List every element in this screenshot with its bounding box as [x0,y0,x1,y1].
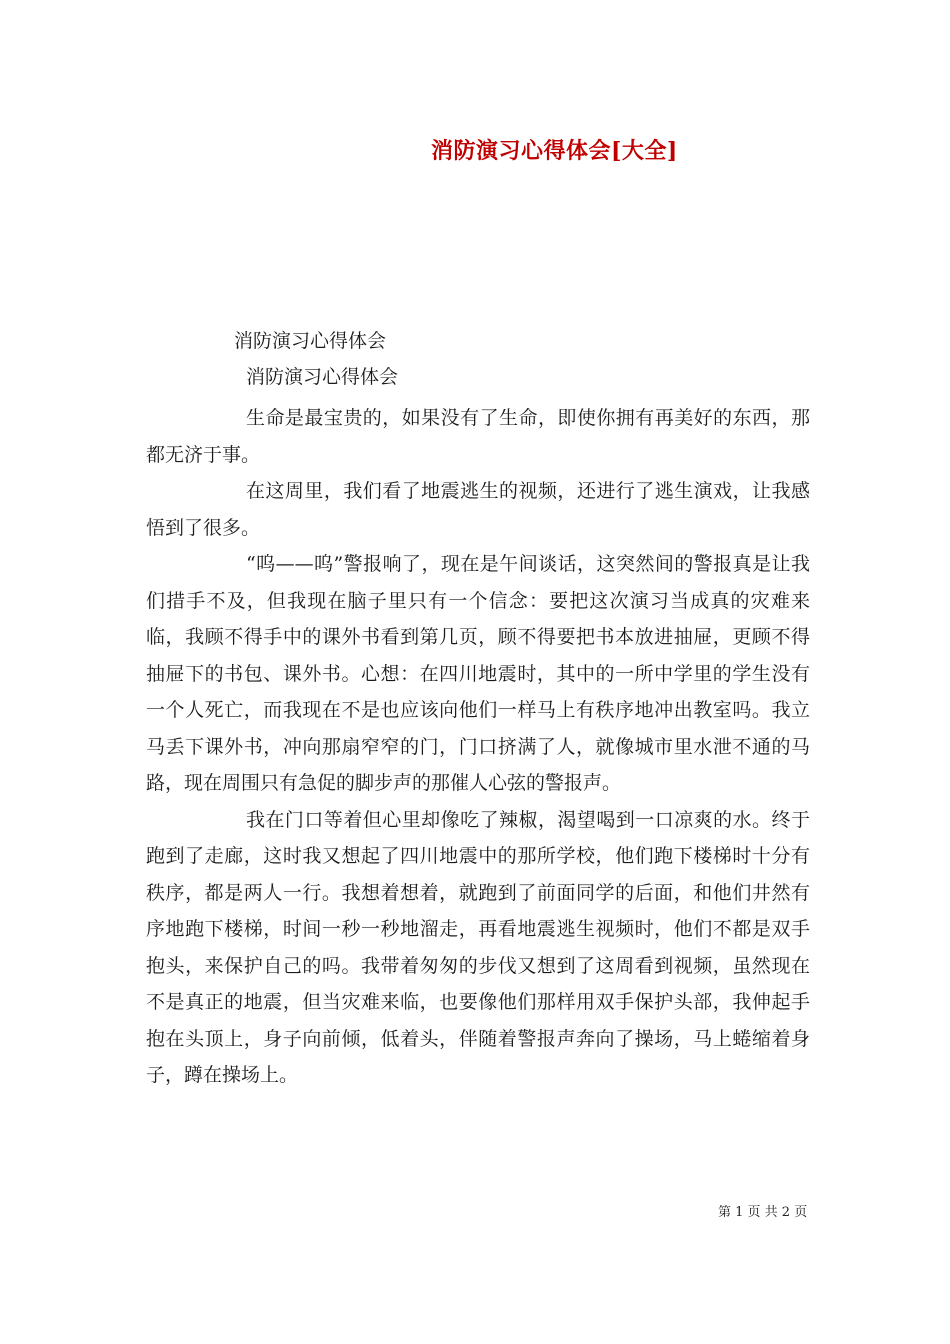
body-text [146,400,810,1094]
page-footer: 第 1 页 共 2 页 [718,1205,808,1220]
document-title: 消防演习心得体会[大全] [431,138,678,164]
subtitle-line-1: 消防演习心得体会 [234,330,387,352]
paragraph: 生命是最宝贵的，如果没有了生命，即使你拥有再美好的东西，那都无济于事。 [146,407,810,466]
paragraph: 在这周里，我们看了地震逃生的视频，还进行了逃生演戏，让我感悟到了很多。 [146,480,810,539]
paragraph: 我在门口等着但心里却像吃了辣椒，渴望喝到一口凉爽的水。终于跑到了走廊，这时我又想起了四川地震中的那所学校，他们跑下楼梯时十分有秩序，都是两人一行。我想着想着，就跑到了前面同学的后面，和他们井然有序地跑下楼梯，时间一秒一秒地溜走，再看地震逃生视频时，他们不都是双手抱头，来保护自己的吗。我带着匆匆的步伐又想到了这周看到视频，虽然现在不是真正的地震，但当灾难来临，也要像他们那样用双手保护头部，我伸起手抱在头顶上，身子向前倾，低着头，伴随着警报声奔向了操场，马上蜷缩着身子，蹲在操场上。 [146,808,810,1086]
subtitle-line-2: 消防演习心得体会 [246,366,399,388]
paragraph: “呜——呜”警报响了，现在是午间谈话，这突然间的警报真是让我们措手不及，但我现在脑子里只有一个信念：要把这次演习当成真的灾难来临，我顾不得手中的课外书看到第几页，顾不得要把书本放进抽屉，更顾不得抽屉下的书包、课外书。心想：在四川地震时，其中的一所中学里的学生没有一个人死亡，而我现在不是也应该向他们一样马上有秩序地冲出教室吗。我立马丢下课外书，冲向那扇窄窄的门，门口挤满了人，就像城市里水泄不通的马路，现在周围只有急促的脚步声的那催人心弦的警报声。 [146,553,810,794]
